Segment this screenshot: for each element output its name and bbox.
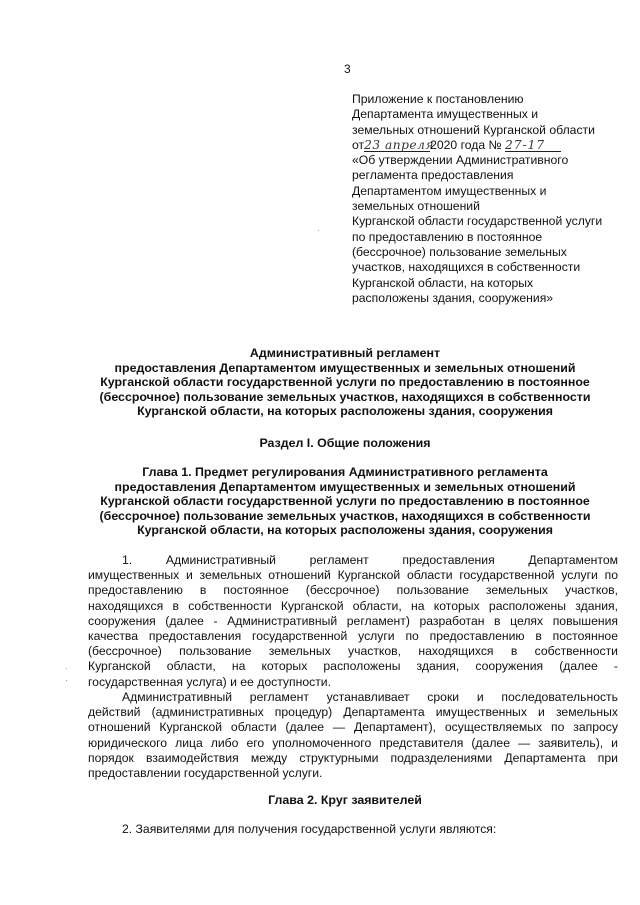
paragraph-2 xyxy=(88,690,618,781)
chapter1-line: Курганской области, на которых расположены здания, сооружения xyxy=(137,523,553,538)
title-line: Курганской области государственной услуги по предоставлению в постоянное xyxy=(100,375,590,390)
appendix-line: (бессрочное) пользование земельных xyxy=(352,244,567,259)
paragraph-line: государственная услуга) и ее доступности. xyxy=(88,674,331,689)
appendix-block xyxy=(352,92,627,306)
appendix-line: «Об утверждении Административного xyxy=(352,153,569,168)
chapter2-heading: Глава 2. Круг заявителей xyxy=(268,793,422,807)
paragraph-line: сооружения (далее - Административный регламент) разработан в целях повышения xyxy=(88,613,618,628)
paragraph-1 xyxy=(88,553,618,690)
handwritten-date: 23 апреля xyxy=(364,137,434,152)
title-line: Административный регламент xyxy=(249,346,441,360)
page-number: 3 xyxy=(344,62,351,76)
section-title: Раздел I. Общие положения xyxy=(259,436,431,450)
paragraph-line: 1. Административный регламент предоставления Департаментом xyxy=(122,553,618,567)
appendix-line: Курганской области государственной услуги xyxy=(352,214,603,229)
paragraph-line: юридического лица либо его уполномоченного представителя (далее — заявитель), и xyxy=(88,735,618,750)
appendix-line: земельных отношений Курганской области xyxy=(352,122,595,137)
chapter1-line: предоставления Департаментом имущественных и земельных отношений xyxy=(114,479,576,494)
chapter1-heading xyxy=(80,465,610,538)
paragraph-line: (бессрочное) пользование земельных участков, находящихся в собственности xyxy=(88,644,618,659)
handwritten-number: 27-17 xyxy=(505,139,561,152)
paragraph-3: 2. Заявителями для получения государственной услуги являются: xyxy=(122,822,497,836)
scan-speck xyxy=(66,680,67,681)
appendix-line: Департамента имущественных и xyxy=(352,107,539,122)
paragraph-line: отношений Курганской области (далее — Департамент), осуществляемых по запросу xyxy=(88,720,618,735)
appendix-line: Курганской области, на которых xyxy=(352,275,534,290)
paragraph-line: действий (административных процедур) Департамента имущественных и земельных xyxy=(88,705,618,720)
paragraph-line: порядок взаимодействия между структурными подразделениями Департамента при xyxy=(88,750,618,765)
appendix-line: по предоставлению в постоянное xyxy=(352,229,543,244)
year-text: 2020 года № xyxy=(430,137,502,152)
chapter1-line: Курганской области государственной услуги по предоставлению в постоянное xyxy=(100,494,590,509)
paragraph-line: Курганской области, на которых расположены здания, сооружения (далее - xyxy=(88,659,618,674)
title-line: (бессрочное) пользование земельных участков, находящихся в собственности xyxy=(99,389,591,404)
appendix-line: регламента предоставления xyxy=(352,168,514,183)
scan-speck xyxy=(318,230,319,231)
appendix-date-line xyxy=(352,138,627,153)
appendix-line: Департаментом имущественных и xyxy=(352,183,547,198)
appendix-line: участков, находящихся в собственности xyxy=(352,260,581,275)
document-title xyxy=(80,346,610,419)
title-line: предоставления Департаментом имущественных и земельных отношений xyxy=(114,360,576,375)
chapter1-line: Глава 1. Предмет регулирования Административного регламента xyxy=(142,465,548,479)
appendix-line: Приложение к постановлению xyxy=(352,92,524,106)
scan-speck xyxy=(66,668,67,669)
title-line: Курганской области, на которых расположены здания, сооружения xyxy=(137,404,553,419)
paragraph-line: находящихся в собственности Курганской области, на которых расположены здания, xyxy=(88,598,618,613)
paragraph-line: предоставлении государственной услуги. xyxy=(88,765,323,780)
date-prefix: от xyxy=(352,137,365,152)
paragraph-line: качества предоставления государственной услуги по предоставлению в постоянное xyxy=(88,628,618,643)
chapter1-line: (бессрочное) пользование земельных участков, находящихся в собственности xyxy=(99,508,591,523)
appendix-line: расположены здания, сооружения» xyxy=(352,290,554,305)
paragraph-line: имущественных и земельных отношений Курганской области государственной услуги по xyxy=(88,568,618,583)
appendix-line: земельных отношений xyxy=(352,199,480,214)
paragraph-line: Административный регламент устанавливает сроки и последовательность xyxy=(122,690,618,704)
paragraph-line: предоставлению в постоянное (бессрочное) пользование земельных участков, xyxy=(88,583,618,598)
